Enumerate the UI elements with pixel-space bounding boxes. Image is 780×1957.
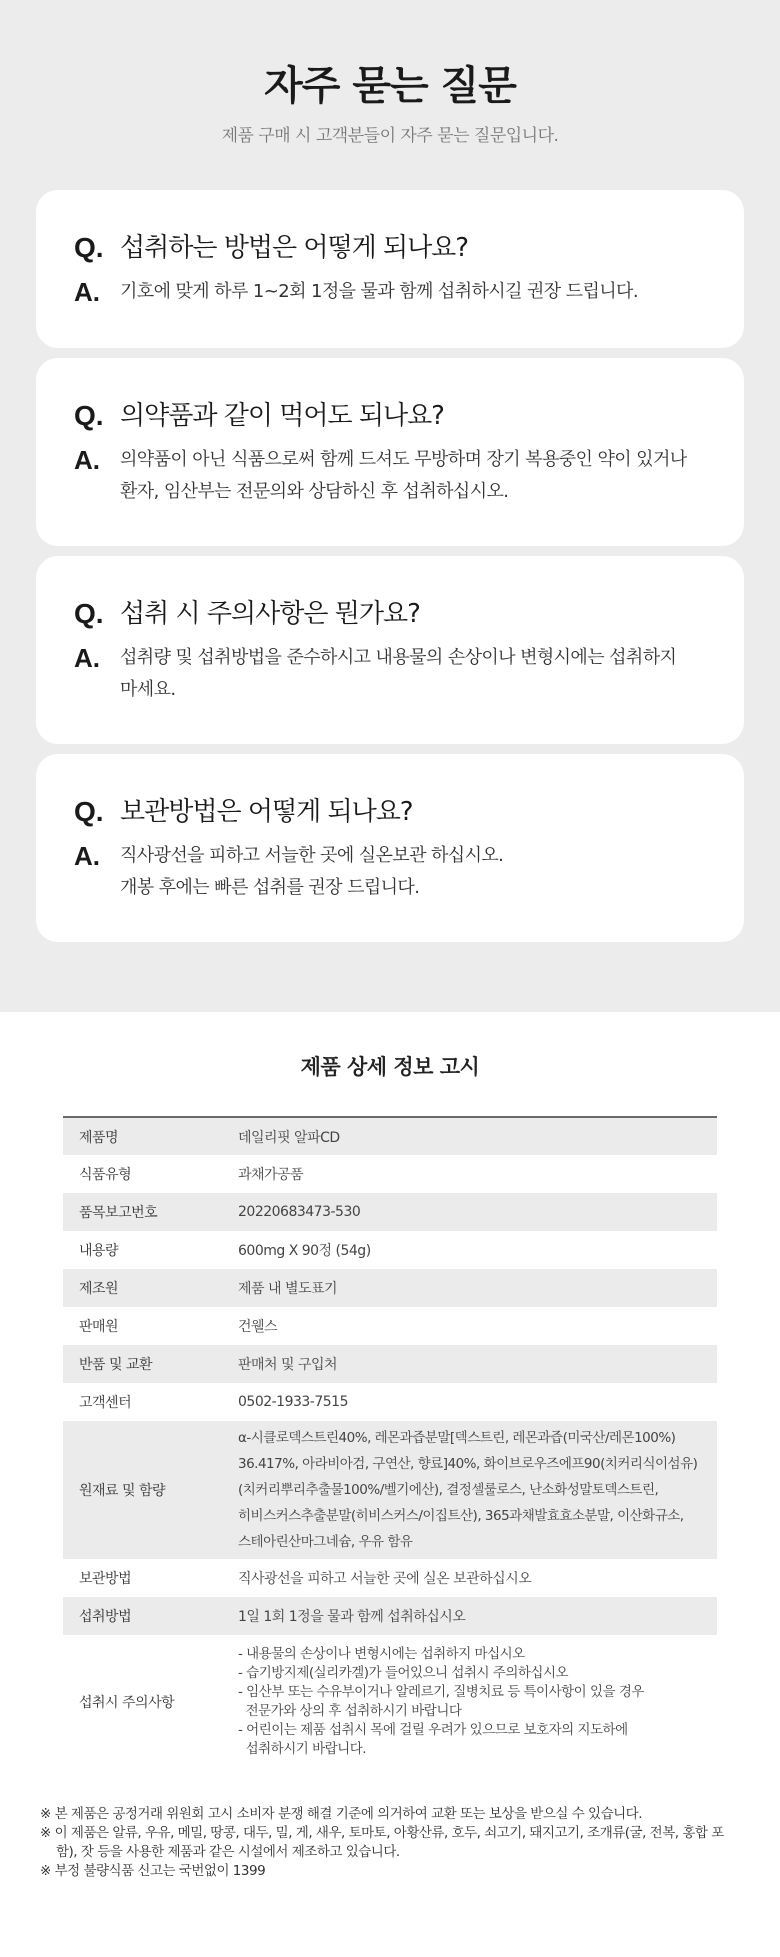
value-line: 전문가와 상의 후 섭취하시기 바랍니다: [238, 1703, 462, 1719]
table-row: [63, 1117, 717, 1155]
row-value: 건웰스: [222, 1307, 717, 1345]
faq-title: 자주 묻는 질문: [264, 63, 516, 109]
faq-subtitle: 제품 구매 시 고객분들이 자주 묻는 질문입니다.: [221, 126, 559, 146]
row-value: 과채가공품: [222, 1155, 717, 1193]
footnote: ※ 이 제품은 알류, 우유, 메밀, 땅콩, 대두, 밀, 게, 새우, 토마토, 아황산류, 호두, 쇠고기, 돼지고기, 조개류(굴, 전복, 홍합 포함), 잣 등을 사용한 제품과 같은 시설에서 제조하고 있습니다.: [40, 1825, 724, 1860]
row-label: 원재료 및 함량: [63, 1421, 222, 1559]
question-row: [74, 396, 706, 436]
question-text: 섭취하는 방법은 어떻게 되나요?: [120, 233, 469, 263]
answer-text: [120, 276, 638, 308]
value-line: 섭취하시기 바랍니다.: [238, 1741, 367, 1757]
question-text: 섭취 시 주의사항은 뭔가요?: [120, 599, 420, 629]
row-label: 고객센터: [63, 1383, 222, 1421]
row-label: 식품유형: [63, 1155, 222, 1193]
table-row: [63, 1383, 717, 1421]
answer-line: 직사광선을 피하고 서늘한 곳에 실온보관 하십시오.: [120, 845, 504, 866]
answer-line: 환자, 임산부는 전문의와 상담하신 후 섭취하십시오.: [120, 481, 509, 502]
row-value: 데일리핏 알파CD: [222, 1117, 717, 1155]
table-row: [63, 1231, 717, 1269]
q-mark: Q.: [74, 796, 104, 827]
table-row: [63, 1269, 717, 1307]
row-label: 판매원: [63, 1307, 222, 1345]
answer-line: 의약품이 아닌 식품으로써 함께 드셔도 무방하며 장기 복용중인 약이 있거나: [120, 449, 687, 470]
value-line: α-시클로덱스트린40%, 레몬과즙분말[덱스트린, 레몬과즙(미국산/레몬100%): [238, 1430, 676, 1446]
answer-line: 마세요.: [120, 679, 176, 700]
a-mark: A.: [74, 277, 100, 307]
value-line: - 임산부 또는 수유부이거나 알레르기, 질병치료 등 특이사항이 있을 경우: [238, 1684, 644, 1700]
row-value: 600mg X 90정 (54g): [222, 1231, 717, 1269]
table-row: [63, 1421, 717, 1559]
answer-text: [120, 840, 503, 904]
info-title: 제품 상세 정보 고시: [300, 1055, 480, 1079]
product-info-table: [63, 1116, 717, 1769]
table-row: [63, 1345, 717, 1383]
footnote: ※ 부정 불량식품 신고는 국번없이 1399: [40, 1863, 266, 1879]
faq-card: [36, 358, 744, 546]
answer-line: 개봉 후에는 빠른 섭취를 권장 드립니다.: [120, 877, 420, 898]
value-line: - 어린이는 제품 섭취시 목에 걸릴 우려가 있으므로 보호자의 지도하에: [238, 1722, 628, 1738]
question-text: 의약품과 같이 먹어도 되나요?: [120, 401, 444, 431]
faq-list: [0, 190, 780, 942]
row-label: 품목보고번호: [63, 1193, 222, 1231]
row-label: 내용량: [63, 1231, 222, 1269]
table-row: [63, 1597, 717, 1635]
row-value: 판매처 및 구입처: [222, 1345, 717, 1383]
faq-card: [36, 754, 744, 942]
value-line: 히비스커스추출분말(히비스커스/이집트산), 365과채발효효소분말, 이산화규소,: [238, 1508, 684, 1524]
q-mark: Q.: [74, 598, 104, 629]
row-value: 직사광선을 피하고 서늘한 곳에 실온 보관하십시오: [222, 1559, 717, 1597]
footnotes: [40, 1805, 740, 1881]
answer-line: 섭취량 및 섭취방법을 준수하시고 내용물의 손상이나 변형시에는 섭취하지: [120, 647, 677, 668]
value-line: (치커리뿌리추출물100%/벨기에산), 결정셀룰로스, 난소화성말토덱스트린,: [238, 1482, 659, 1498]
question-text: 보관방법은 어떻게 되나요?: [120, 797, 413, 827]
row-label: 제품명: [63, 1117, 222, 1155]
value-line: 36.417%, 아라비아검, 구연산, 향료]40%, 화이브로우즈에프90(치커리식이섬유): [238, 1456, 698, 1472]
q-mark: Q.: [74, 400, 104, 431]
a-mark: A.: [74, 445, 100, 475]
row-value: [222, 1635, 717, 1769]
answer-line: 기호에 맞게 하루 1~2회 1정을 물과 함께 섭취하시길 권장 드립니다.: [120, 281, 638, 302]
table-row: [63, 1307, 717, 1345]
value-line: - 내용물의 손상이나 변형시에는 섭취하지 마십시오: [238, 1646, 525, 1662]
row-value: 0502-1933-7515: [222, 1383, 717, 1421]
row-label: 반품 및 교환: [63, 1345, 222, 1383]
table-row: [63, 1559, 717, 1597]
row-label: 제조원: [63, 1269, 222, 1307]
table-row: [63, 1155, 717, 1193]
row-value: 1일 1회 1정을 물과 함께 섭취하십시오: [222, 1597, 717, 1635]
q-mark: Q.: [74, 232, 104, 263]
row-value: 제품 내 별도표기: [222, 1269, 717, 1307]
table-row: [63, 1193, 717, 1231]
faq-card: [36, 556, 744, 744]
question-row: [74, 594, 706, 634]
a-mark: A.: [74, 643, 100, 673]
row-value: 20220683473-530: [222, 1193, 717, 1231]
answer-text: [120, 444, 687, 508]
answer-row: [74, 444, 706, 508]
row-value: [222, 1421, 717, 1559]
table-row: [63, 1635, 717, 1769]
faq-card: [36, 190, 744, 348]
answer-row: [74, 276, 706, 308]
footnote: ※ 본 제품은 공정거래 위원회 고시 소비자 분쟁 해결 기준에 의거하여 교환 또는 보상을 받으실 수 있습니다.: [40, 1806, 642, 1822]
a-mark: A.: [74, 841, 100, 871]
product-info-section: [0, 1012, 780, 1881]
answer-row: [74, 642, 706, 706]
answer-text: [120, 642, 676, 706]
row-label: 보관방법: [63, 1559, 222, 1597]
question-row: [74, 792, 706, 832]
row-label: 섭취시 주의사항: [63, 1635, 222, 1769]
row-label: 섭취방법: [63, 1597, 222, 1635]
value-line: - 습기방지제(실리카겔)가 들어있으니 섭취시 주의하십시오: [238, 1665, 569, 1681]
answer-row: [74, 840, 706, 904]
value-line: 스테아린산마그네슘, 우유 함유: [238, 1534, 413, 1550]
question-row: [74, 228, 706, 268]
